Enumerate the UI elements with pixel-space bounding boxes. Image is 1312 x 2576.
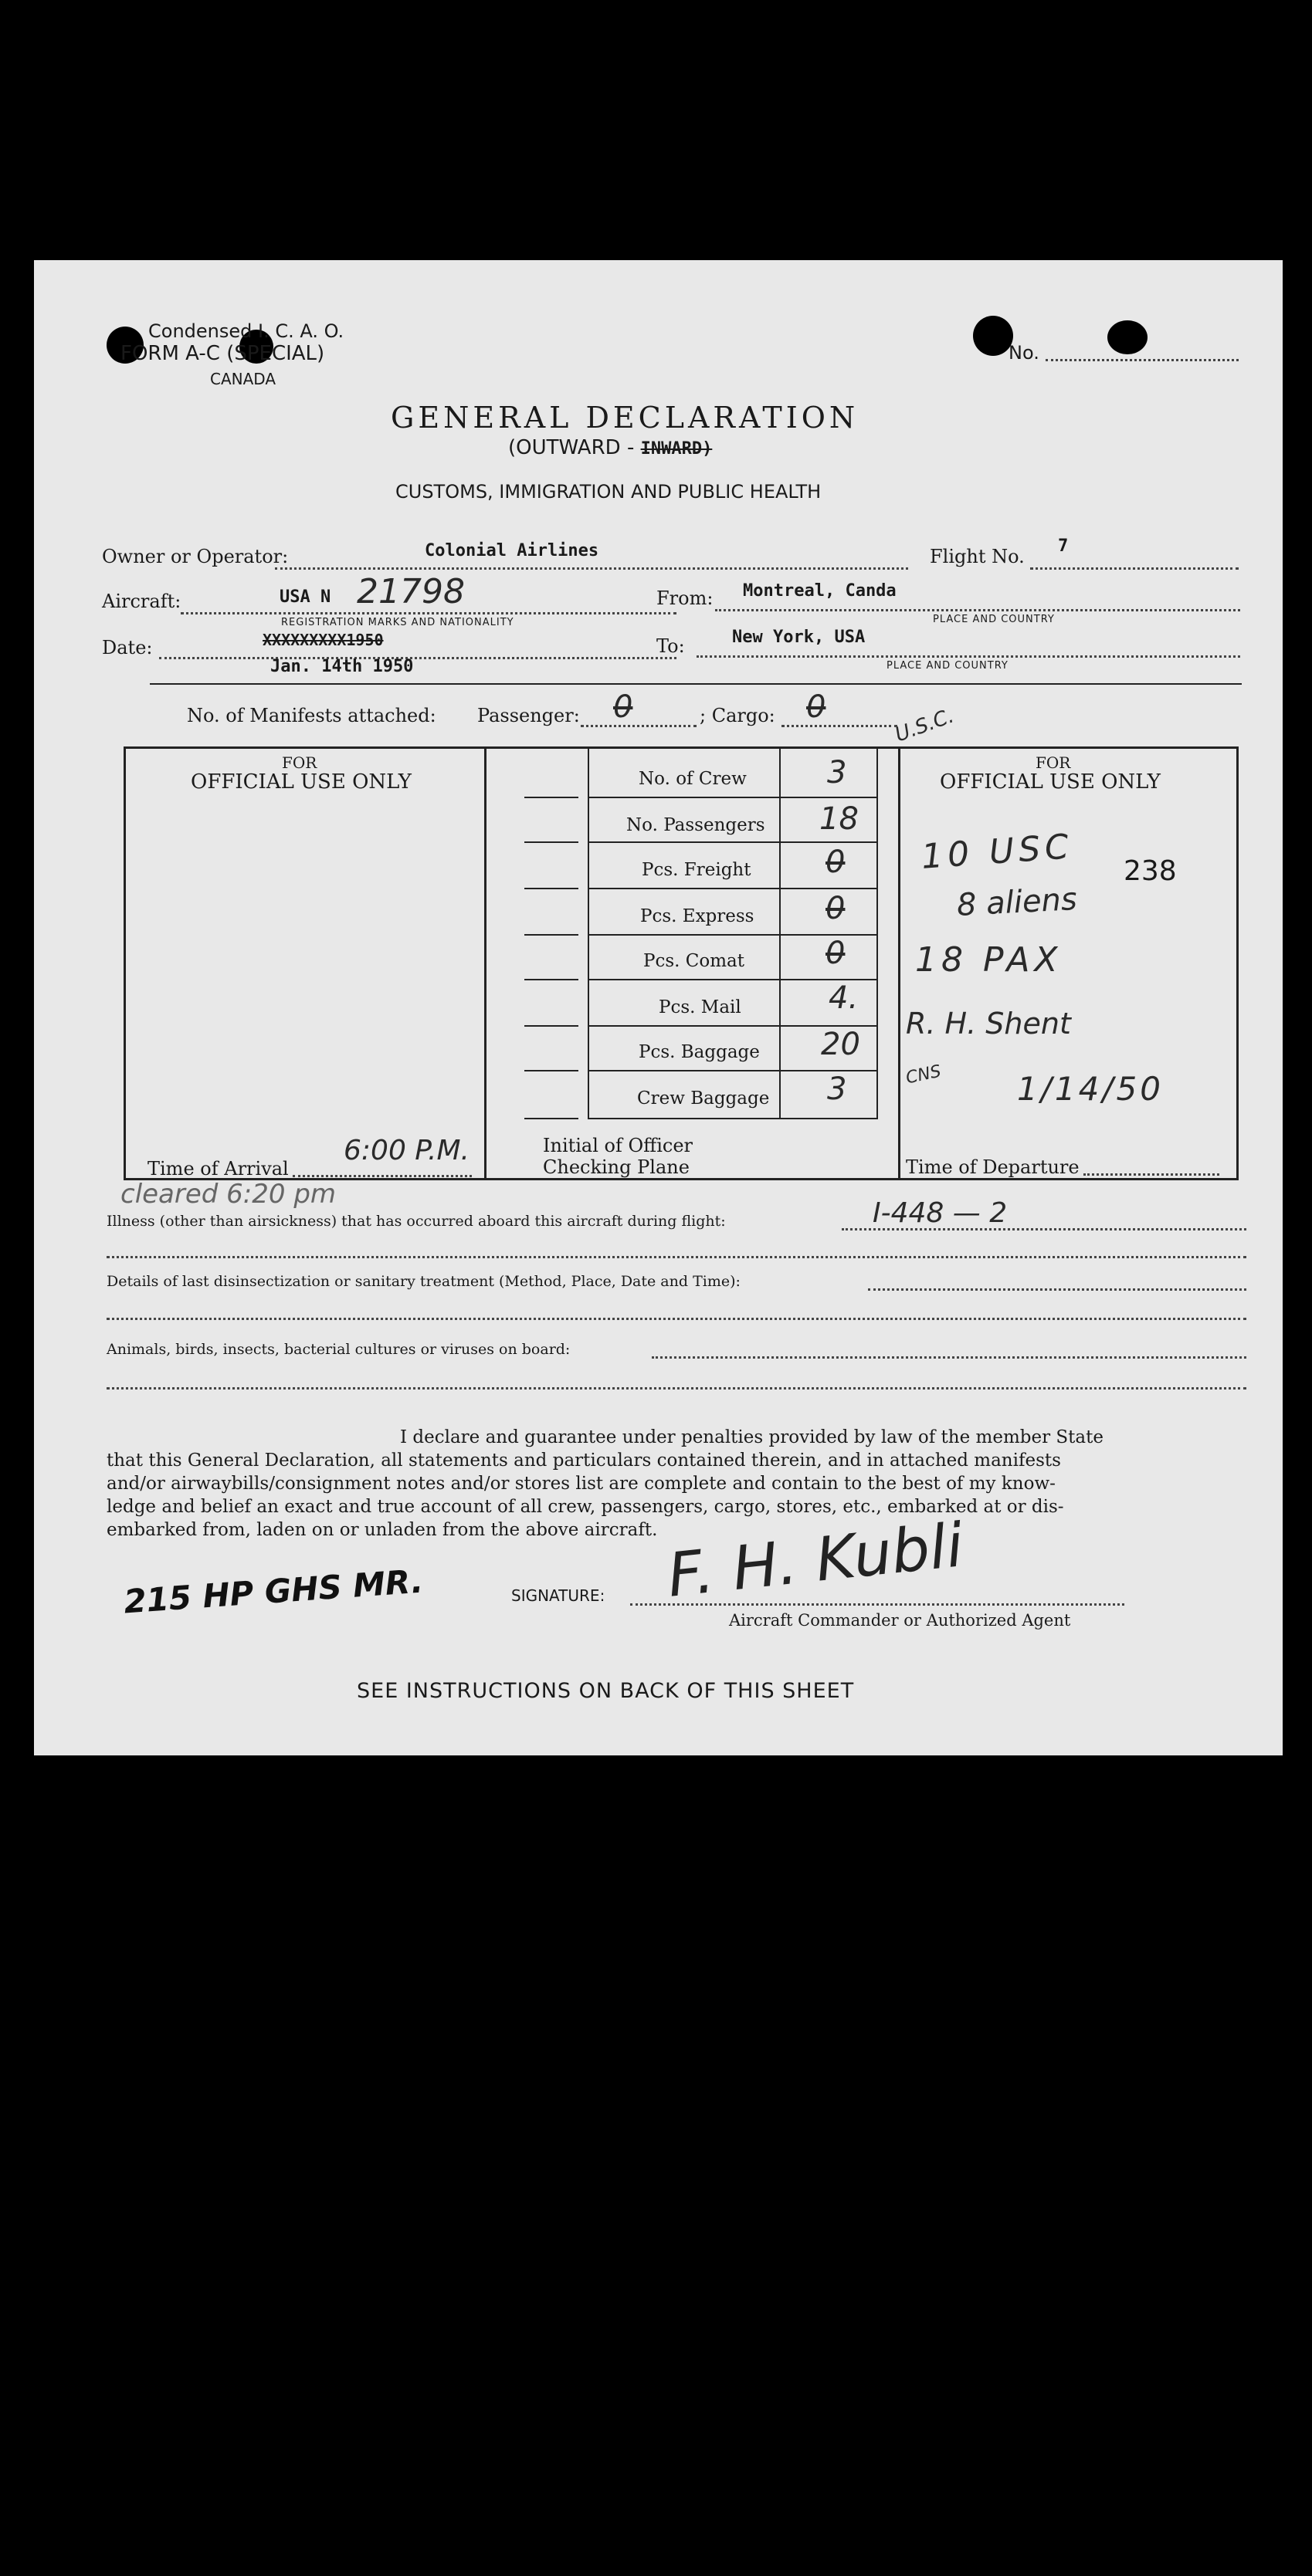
illness-note: I-448 — 2	[873, 1197, 1008, 1229]
passenger-line	[581, 725, 697, 727]
row-label-crew: No. of Crew	[639, 769, 747, 789]
flight-label: Flight No.	[930, 546, 1025, 567]
row-value-comat: 0	[826, 936, 846, 971]
row-value-express: 0	[826, 891, 846, 926]
aircraft-registration: 21798	[357, 572, 465, 611]
note-officer: R. H. Shent	[906, 1007, 1071, 1041]
cargo-label-text: Cargo:	[711, 705, 775, 726]
signature-label: SIGNATURE:	[511, 1586, 605, 1605]
no-label: No.	[1009, 342, 1039, 364]
declaration-line-4: ledge and belief an exact and true account of all crew, passengers, cargo, stores, etc., embarked at or dis-	[107, 1497, 1064, 1517]
right-for: FOR	[1036, 753, 1071, 772]
form-label: FORM A-C (SPECIAL)	[120, 342, 325, 365]
declaration-line-2: that this General Declaration, all statements and particulars contained therein, and in attached manifests	[107, 1450, 1061, 1471]
left-for: FOR	[282, 753, 317, 772]
row-label-baggage: Pcs. Baggage	[639, 1042, 760, 1062]
declaration-line-3: and/or airwaybills/consignment notes and/or stores list are complete and contain to the best of my know-	[107, 1474, 1056, 1494]
cargo-line	[781, 725, 897, 727]
animals-line	[652, 1356, 1246, 1359]
disinsect-line	[868, 1288, 1246, 1291]
time-arrival-line	[293, 1175, 472, 1177]
aircraft-caption: REGISTRATION MARKS AND NATIONALITY	[281, 617, 514, 628]
date-struck: XXXXXXXXX1950	[263, 631, 384, 649]
no-line	[1046, 359, 1239, 361]
col-divider-2	[898, 749, 900, 1178]
row-value-freight: 0	[826, 845, 846, 880]
country-label: CANADA	[210, 370, 276, 388]
to-label: To:	[656, 635, 685, 657]
row-line	[589, 797, 876, 798]
row-value-baggage: 20	[821, 1027, 860, 1062]
note-aliens: 8 aliens	[955, 881, 1078, 924]
footer-instructions: SEE INSTRUCTIONS ON BACK OF THIS SHEET	[357, 1679, 855, 1703]
flight-value: 7	[1058, 537, 1069, 556]
row-value-crew: 3	[827, 755, 847, 790]
signature-value: F. H. Kubli	[664, 1511, 967, 1611]
row-value-passengers: 18	[819, 801, 859, 837]
stamp-note: 215 HP GHS MR.	[122, 1562, 425, 1621]
initial-label-2: Checking Plane	[543, 1156, 690, 1178]
col-divider-1	[484, 749, 486, 1178]
owner-value: Colonial Airlines	[425, 541, 599, 560]
note-usc: 10 USC	[920, 827, 1075, 877]
to-value: New York, USA	[732, 628, 866, 647]
subtitle-outward: (OUTWARD -	[508, 436, 635, 459]
disinsect-label: Details of last disinsectization or sanitary treatment (Method, Place, Date and Time):	[107, 1273, 741, 1290]
header-rule	[150, 683, 1242, 685]
row-label-express: Pcs. Express	[640, 906, 754, 926]
owner-line	[275, 567, 908, 570]
tick	[524, 979, 578, 980]
disinsect-line-2	[107, 1318, 1246, 1320]
row-label-passengers: No. Passengers	[626, 815, 765, 835]
row-line	[589, 841, 876, 843]
punch-hole-right-b	[1107, 320, 1148, 354]
to-line	[697, 655, 1240, 658]
passenger-label: Passenger:	[477, 705, 580, 726]
illness-label: Illness (other than airsickness) that has occurred aboard this aircraft during flight:	[107, 1213, 726, 1230]
time-arrival-value: 6:00 P.M.	[344, 1135, 470, 1166]
tick	[524, 841, 578, 843]
inner-box-right	[876, 749, 878, 1119]
cargo-label: ; Cargo:	[700, 705, 775, 726]
tick	[524, 934, 578, 936]
right-official: OFFICIAL USE ONLY	[940, 770, 1161, 794]
from-caption: PLACE AND COUNTRY	[933, 614, 1055, 625]
to-caption: PLACE AND COUNTRY	[887, 660, 1009, 672]
note-cns: CNS	[903, 1061, 943, 1088]
cargo-annotation: U.S.C.	[892, 704, 958, 747]
left-official: OFFICIAL USE ONLY	[191, 770, 412, 794]
section-title: CUSTOMS, IMMIGRATION AND PUBLIC HEALTH	[395, 481, 822, 503]
signature-caption: Aircraft Commander or Authorized Agent	[729, 1611, 1071, 1630]
date-label: Date:	[102, 637, 153, 658]
animals-label: Animals, birds, insects, bacterial cultures or viruses on board:	[107, 1341, 571, 1358]
aircraft-line	[181, 612, 676, 614]
flight-line	[1030, 567, 1239, 570]
note-date: 1/14/50	[1017, 1070, 1164, 1108]
date-value: Jan. 14th 1950	[270, 657, 414, 676]
animals-line-2	[107, 1387, 1246, 1390]
aircraft-label: Aircraft:	[102, 591, 181, 612]
row-label-crew-baggage: Crew Baggage	[637, 1088, 770, 1109]
illness-line-2	[107, 1256, 1246, 1258]
tick	[524, 1118, 578, 1119]
declaration-line-5: embarked from, laden on or unladen from the above aircraft.	[107, 1520, 658, 1540]
subtitle-struck: INWARD)	[640, 439, 713, 459]
row-label-mail: Pcs. Mail	[659, 997, 741, 1017]
time-departure-label: Time of Departure	[906, 1156, 1080, 1178]
owner-label: Owner or Operator:	[102, 546, 289, 567]
tick	[524, 1070, 578, 1071]
condensed-label: Condensed I. C. A. O.	[148, 320, 344, 342]
date-line	[159, 657, 676, 659]
aircraft-prefix: USA N	[280, 587, 331, 607]
inner-box-bottom	[589, 1118, 876, 1119]
note-pax: 18 PAX	[915, 940, 1063, 980]
declaration-line-1: I declare and guarantee under penalties provided by law of the member State	[400, 1427, 1104, 1447]
time-arrival-label: Time of Arrival	[147, 1158, 289, 1180]
note-number: 238	[1124, 855, 1177, 887]
subtitle	[508, 436, 712, 459]
row-value-mail: 4.	[829, 980, 859, 1016]
tick	[524, 888, 578, 889]
punch-hole-right-a	[973, 316, 1013, 356]
from-line	[715, 609, 1240, 611]
from-label: From:	[656, 587, 714, 609]
time-departure-line	[1083, 1173, 1219, 1176]
declaration-form	[34, 260, 1283, 1755]
from-value: Montreal, Canda	[743, 581, 897, 601]
page-title: GENERAL DECLARATION	[391, 401, 859, 435]
manifests-label: No. of Manifests attached:	[187, 705, 436, 726]
tick	[524, 797, 578, 798]
initial-label-1: Initial of Officer	[543, 1135, 693, 1156]
cleared-note: cleared 6:20 pm	[120, 1179, 337, 1210]
row-line	[589, 888, 876, 889]
row-label-freight: Pcs. Freight	[642, 860, 751, 880]
row-label-comat: Pcs. Comat	[643, 951, 744, 971]
row-value-crew-baggage: 3	[827, 1071, 847, 1107]
tick	[524, 1025, 578, 1027]
official-use-table	[124, 746, 1239, 1180]
passenger-value: 0	[613, 689, 633, 725]
cargo-value: 0	[806, 689, 826, 725]
